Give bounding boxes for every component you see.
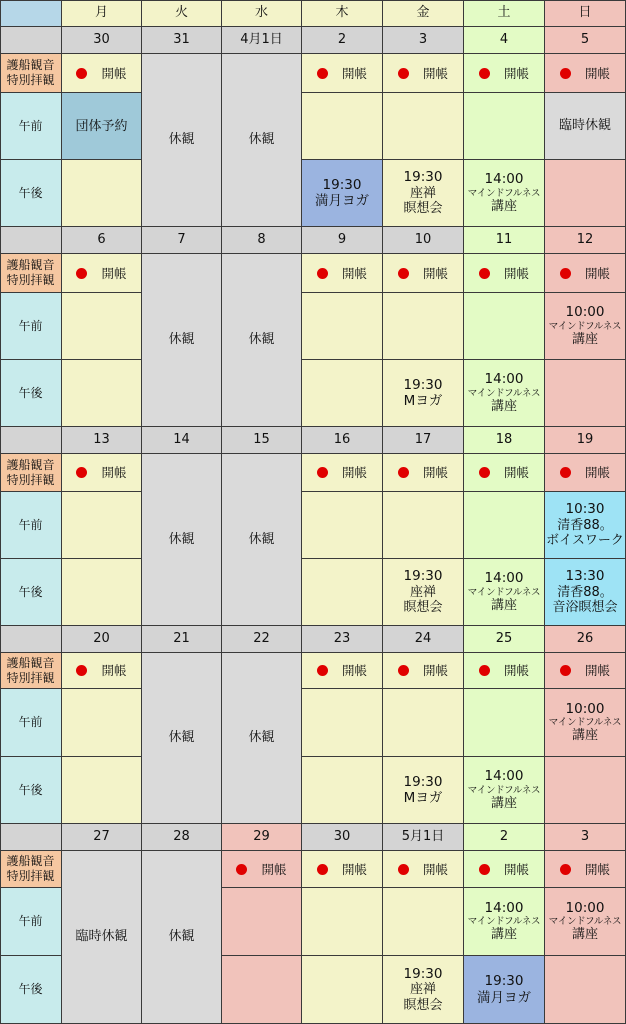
- kaicho-dot-icon: [317, 864, 328, 875]
- am-row-label: 午前: [0, 293, 62, 360]
- empty-am-thu-16: [302, 492, 383, 559]
- kaicho-dot-icon: [479, 864, 490, 875]
- empty-am-mon-13: [62, 492, 142, 559]
- empty-pm-thu-16: [302, 559, 383, 626]
- pm-row-label: 午後: [0, 160, 62, 227]
- empty-pm-mon-20: [62, 757, 142, 824]
- kaicho-dot-icon: [479, 268, 490, 279]
- empty-am-sat-11: [464, 293, 545, 360]
- mindfulness-course-sun-3: 10:00 マインドフルネス 講座: [545, 888, 626, 956]
- weekday-header-thu: 木: [302, 0, 383, 27]
- week4-date-mon: 20: [62, 626, 142, 653]
- kaicho-dot-icon: [398, 864, 409, 875]
- week4-date-fri: 24: [383, 626, 464, 653]
- pm-row-label: 午後: [0, 956, 62, 1024]
- zazen-meditation-fri-0501: 19:30 座禅 瞑想会: [383, 956, 464, 1024]
- m-yoga-fri-24: 19:30 Mヨガ: [383, 757, 464, 824]
- empty-am-sat-18: [464, 492, 545, 559]
- am-row-label: 午前: [0, 492, 62, 559]
- kaicho-wed-29: 開帳: [222, 851, 302, 888]
- week2-date-mon: 6: [62, 227, 142, 254]
- weekday-header-tue: 火: [142, 0, 222, 27]
- kyukan-tue-7: 休観: [142, 254, 222, 427]
- am-row-label: 午前: [0, 93, 62, 160]
- kaicho-sun-26: 開帳: [545, 653, 626, 689]
- week1-date-mon: 30: [62, 27, 142, 54]
- kaicho-dot-icon: [76, 68, 87, 79]
- special-viewing-row-label: 護船観音 特別拝観: [0, 851, 62, 888]
- kyukan-tue-28: 休観: [142, 851, 222, 1024]
- zazen-meditation-fri-3: 19:30 座禅 瞑想会: [383, 160, 464, 227]
- week2-date-tue: 7: [142, 227, 222, 254]
- voice-work-sun-19: 10:30 清香88。 ボイスワーク: [545, 492, 626, 559]
- week3-date-thu: 16: [302, 427, 383, 454]
- kaicho-dot-icon: [76, 268, 87, 279]
- kaicho-thu-23: 開帳: [302, 653, 383, 689]
- empty-pm-sun-26: [545, 757, 626, 824]
- kaicho-dot-icon: [317, 467, 328, 478]
- empty-am-fri-0501: [383, 888, 464, 956]
- week3-date-fri: 17: [383, 427, 464, 454]
- kaicho-dot-icon: [317, 665, 328, 676]
- pm-row-label: 午後: [0, 757, 62, 824]
- empty-am-fri-24: [383, 689, 464, 757]
- empty-am-fri-10: [383, 293, 464, 360]
- empty-am-thu-23: [302, 689, 383, 757]
- kaicho-fri-17: 開帳: [383, 454, 464, 492]
- kaicho-dot-icon: [398, 68, 409, 79]
- week3-date-tue: 14: [142, 427, 222, 454]
- week5-date-spacer: [0, 824, 62, 851]
- empty-pm-mon-13: [62, 559, 142, 626]
- week5-date-mon: 27: [62, 824, 142, 851]
- week5-date-sun: 3: [545, 824, 626, 851]
- empty-am-sat-4: [464, 93, 545, 160]
- empty-am-fri-3: [383, 93, 464, 160]
- week2-date-thu: 9: [302, 227, 383, 254]
- zazen-meditation-fri-17: 19:30 座禅 瞑想会: [383, 559, 464, 626]
- week5-date-fri: 5月1日: [383, 824, 464, 851]
- weekday-header-sun: 日: [545, 0, 626, 27]
- week1-date-spacer: [0, 27, 62, 54]
- mindfulness-course-sat-11: 14:00 マインドフルネス 講座: [464, 360, 545, 427]
- kaicho-mon-13: 開帳: [62, 454, 142, 492]
- week4-date-wed: 22: [222, 626, 302, 653]
- special-viewing-row-label: 護船観音 特別拝観: [0, 254, 62, 293]
- kaicho-thu-16: 開帳: [302, 454, 383, 492]
- kaicho-fri-0501: 開帳: [383, 851, 464, 888]
- group-booking-mon-30: 団体予約: [62, 93, 142, 160]
- empty-pm-sun-5: [545, 160, 626, 227]
- week4-date-sun: 26: [545, 626, 626, 653]
- pm-row-label: 午後: [0, 559, 62, 626]
- kaicho-thu-9: 開帳: [302, 254, 383, 293]
- kaicho-thu-30: 開帳: [302, 851, 383, 888]
- empty-pm-mon-30: [62, 160, 142, 227]
- kaicho-dot-icon: [317, 68, 328, 79]
- week1-date-thu: 2: [302, 27, 383, 54]
- week2-date-sat: 11: [464, 227, 545, 254]
- kaicho-dot-icon: [560, 864, 571, 875]
- kaicho-sun-5: 開帳: [545, 54, 626, 93]
- empty-am-thu-30: [302, 888, 383, 956]
- week5-date-sat: 2: [464, 824, 545, 851]
- empty-am-mon-20: [62, 689, 142, 757]
- week4-date-thu: 23: [302, 626, 383, 653]
- kaicho-sun-3: 開帳: [545, 851, 626, 888]
- week4-date-spacer: [0, 626, 62, 653]
- week2-date-wed: 8: [222, 227, 302, 254]
- week3-date-sat: 18: [464, 427, 545, 454]
- mindfulness-course-sat-4: 14:00 マインドフルネス 講座: [464, 160, 545, 227]
- weekday-header-sat: 土: [464, 0, 545, 27]
- week3-date-spacer: [0, 427, 62, 454]
- fullmoon-yoga-thu-2: 19:30 満月ヨガ: [302, 160, 383, 227]
- week2-date-sun: 12: [545, 227, 626, 254]
- fullmoon-yoga-sat-2: 19:30 満月ヨガ: [464, 956, 545, 1024]
- empty-pm-wed-29: [222, 956, 302, 1024]
- kaicho-dot-icon: [76, 665, 87, 676]
- week1-date-sun: 5: [545, 27, 626, 54]
- week2-date-fri: 10: [383, 227, 464, 254]
- week5-date-tue: 28: [142, 824, 222, 851]
- kaicho-dot-icon: [479, 467, 490, 478]
- empty-pm-sun-12: [545, 360, 626, 427]
- rinji-kyukan-sun-5: 臨時休観: [545, 93, 626, 160]
- empty-pm-thu-23: [302, 757, 383, 824]
- special-viewing-row-label: 護船観音 特別拝観: [0, 54, 62, 93]
- kaicho-dot-icon: [479, 68, 490, 79]
- kaicho-sun-19: 開帳: [545, 454, 626, 492]
- special-viewing-row-label: 護船観音 特別拝観: [0, 454, 62, 492]
- kaicho-dot-icon: [560, 467, 571, 478]
- kaicho-dot-icon: [560, 665, 571, 676]
- mindfulness-course-sat-18: 14:00 マインドフルネス 講座: [464, 559, 545, 626]
- weekday-header-wed: 水: [222, 0, 302, 27]
- special-viewing-row-label: 護船観音 特別拝観: [0, 653, 62, 689]
- weekday-header-mon: 月: [62, 0, 142, 27]
- empty-am-thu-9: [302, 293, 383, 360]
- week5-date-thu: 30: [302, 824, 383, 851]
- kyukan-wed-0401: 休観: [222, 54, 302, 227]
- empty-am-fri-17: [383, 492, 464, 559]
- am-row-label: 午前: [0, 888, 62, 956]
- mindfulness-course-sat-2: 14:00 マインドフルネス 講座: [464, 888, 545, 956]
- week1-date-sat: 4: [464, 27, 545, 54]
- week3-date-wed: 15: [222, 427, 302, 454]
- week2-date-spacer: [0, 227, 62, 254]
- kaicho-dot-icon: [479, 665, 490, 676]
- kyukan-tue-14: 休観: [142, 454, 222, 626]
- kaicho-sat-4: 開帳: [464, 54, 545, 93]
- kyukan-wed-22: 休観: [222, 653, 302, 824]
- week3-date-sun: 19: [545, 427, 626, 454]
- kaicho-mon-20: 開帳: [62, 653, 142, 689]
- empty-am-mon-6: [62, 293, 142, 360]
- week3-date-mon: 13: [62, 427, 142, 454]
- week4-date-sat: 25: [464, 626, 545, 653]
- empty-pm-thu-30: [302, 956, 383, 1024]
- kyukan-wed-15: 休観: [222, 454, 302, 626]
- kaicho-dot-icon: [398, 268, 409, 279]
- kaicho-dot-icon: [398, 467, 409, 478]
- kaicho-fri-3: 開帳: [383, 54, 464, 93]
- kaicho-thu-2: 開帳: [302, 54, 383, 93]
- empty-am-wed-29: [222, 888, 302, 956]
- mindfulness-course-sun-26: 10:00 マインドフルネス 講座: [545, 689, 626, 757]
- week1-date-wed: 4月1日: [222, 27, 302, 54]
- weekday-header-fri: 金: [383, 0, 464, 27]
- mindfulness-course-sun-12: 10:00 マインドフルネス 講座: [545, 293, 626, 360]
- kaicho-dot-icon: [560, 68, 571, 79]
- m-yoga-fri-10: 19:30 Mヨガ: [383, 360, 464, 427]
- pm-row-label: 午後: [0, 360, 62, 427]
- empty-am-sat-25: [464, 689, 545, 757]
- empty-pm-mon-6: [62, 360, 142, 427]
- am-row-label: 午前: [0, 689, 62, 757]
- kaicho-dot-icon: [317, 268, 328, 279]
- kaicho-sat-2: 開帳: [464, 851, 545, 888]
- kaicho-mon-6: 開帳: [62, 254, 142, 293]
- kyukan-tue-31: 休観: [142, 54, 222, 227]
- week1-date-tue: 31: [142, 27, 222, 54]
- kaicho-fri-24: 開帳: [383, 653, 464, 689]
- kaicho-sun-12: 開帳: [545, 254, 626, 293]
- sound-bath-sun-19: 13:30 清香88。 音浴瞑想会: [545, 559, 626, 626]
- kaicho-sat-25: 開帳: [464, 653, 545, 689]
- empty-pm-thu-9: [302, 360, 383, 427]
- kaicho-fri-10: 開帳: [383, 254, 464, 293]
- mindfulness-course-sat-25: 14:00 マインドフルネス 講座: [464, 757, 545, 824]
- kaicho-dot-icon: [236, 864, 247, 875]
- week4-date-tue: 21: [142, 626, 222, 653]
- week5-date-wed: 29: [222, 824, 302, 851]
- kyukan-wed-8: 休観: [222, 254, 302, 427]
- empty-pm-sun-3: [545, 956, 626, 1024]
- kyukan-tue-21: 休観: [142, 653, 222, 824]
- kaicho-dot-icon: [560, 268, 571, 279]
- rinji-kyukan-mon-27: 臨時休観: [62, 851, 142, 1024]
- kaicho-dot-icon: [76, 467, 87, 478]
- week1-date-fri: 3: [383, 27, 464, 54]
- empty-am-thu-2: [302, 93, 383, 160]
- kaicho-sat-18: 開帳: [464, 454, 545, 492]
- corner-cell: [0, 0, 62, 27]
- kaicho-sat-11: 開帳: [464, 254, 545, 293]
- kaicho-mon-30: 開帳: [62, 54, 142, 93]
- kaicho-dot-icon: [398, 665, 409, 676]
